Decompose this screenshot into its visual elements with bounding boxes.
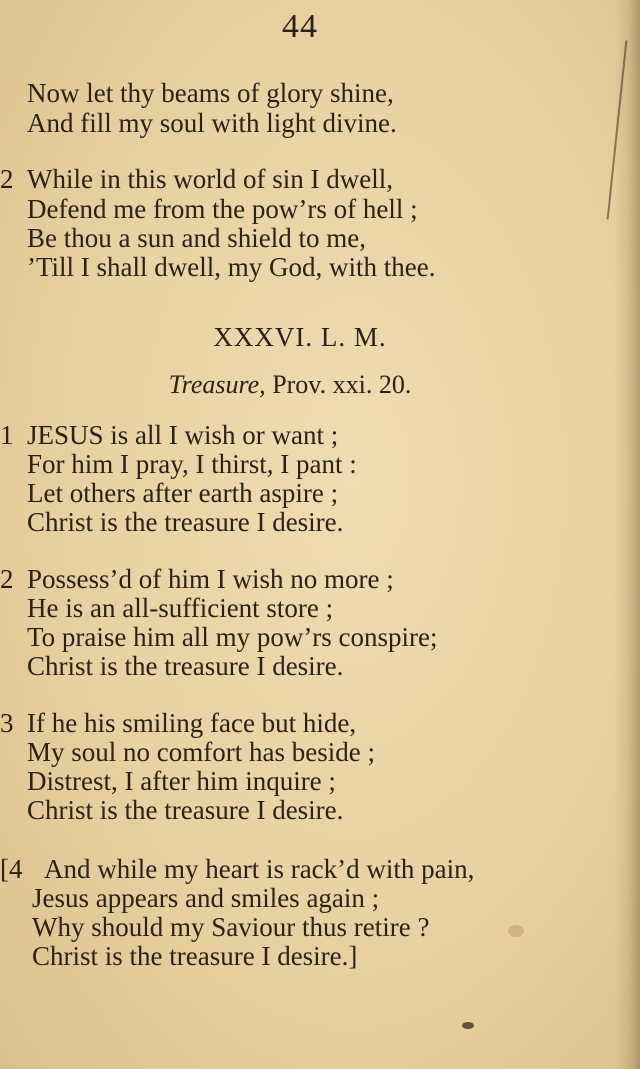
verse-line: And while my heart is rack’d with pain, (44, 854, 475, 884)
verse-line: Let others after earth aspire ; (27, 478, 339, 508)
verse-number: 3 (0, 708, 14, 738)
verse-line: If he his smiling face but hide, (27, 708, 357, 738)
verse-line: Possess’d of him I wish no more ; (27, 564, 394, 594)
verse-line: Why should my Saviour thus retire ? (32, 912, 430, 942)
verse-line: Christ is the treasure I desire. (27, 507, 344, 537)
verse-line: While in this world of sin I dwell, (27, 164, 393, 194)
paper-stain (508, 925, 524, 937)
verse-line: Be thou a sun and shield to me, (27, 223, 366, 253)
verse-line: JESUS is all I wish or want ; (27, 420, 339, 450)
page-edge-shadow (614, 0, 640, 1069)
verse-line: Defend me from the pow’rs of hell ; (27, 194, 418, 224)
verse-number: 1 (0, 420, 14, 450)
verse-number: 2 (0, 164, 14, 194)
verse-line: Christ is the treasure I desire. (27, 795, 344, 825)
hymn-subtitle (0, 370, 590, 400)
verse-line: To praise him all my pow’rs conspire; (27, 622, 438, 652)
intro-line: And fill my soul with light divine. (27, 108, 397, 138)
verse-line: Christ is the treasure I desire.] (32, 941, 358, 971)
verse-line: Christ is the treasure I desire. (27, 651, 344, 681)
verse-line: ’Till I shall dwell, my God, with thee. (27, 252, 436, 282)
verse-line: For him I pray, I thirst, I pant : (27, 449, 357, 479)
hymn-subtitle-reference: Prov. xxi. 20. (265, 370, 412, 399)
verse-line: Distrest, I after him inquire ; (27, 766, 336, 796)
paper-stain (462, 1022, 474, 1029)
verse-number: 2 (0, 564, 14, 594)
intro-line: Now let thy beams of glory shine, (27, 78, 394, 108)
hymn-subtitle-italic: Treasure, (168, 370, 266, 399)
page-number: 44 (282, 8, 318, 45)
verse-line: He is an all-sufficient store ; (27, 593, 334, 623)
verse-number: [4 (0, 854, 23, 884)
verse-line: Jesus appears and smiles again ; (32, 883, 380, 913)
hymn-title: XXXVI. L. M. (213, 322, 387, 352)
verse-line: My soul no comfort has beside ; (27, 737, 375, 767)
